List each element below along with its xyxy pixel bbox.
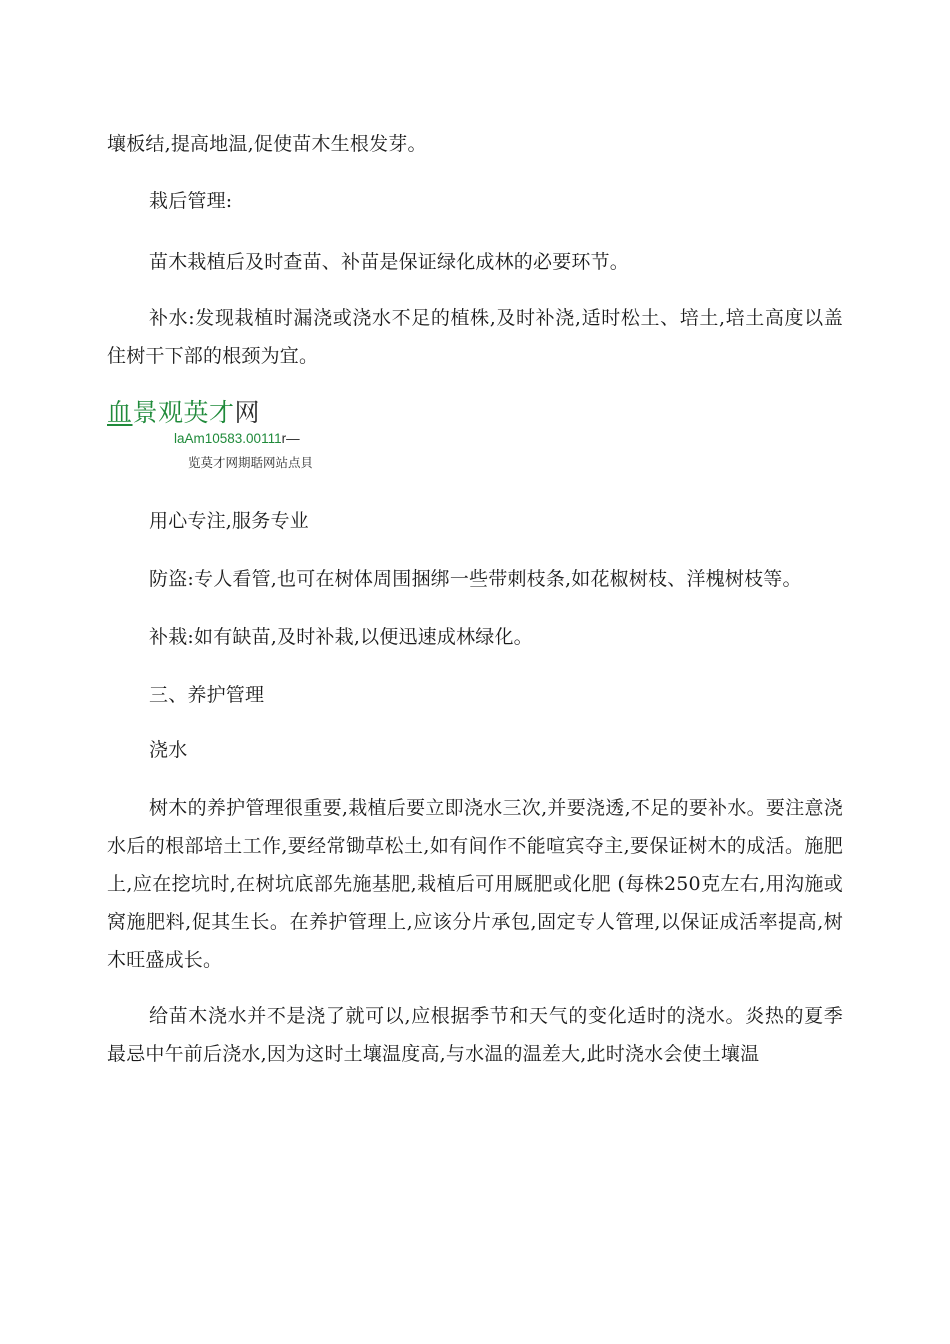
paragraph-theft-prevention: 防盗:专人看管,也可在树体周围捆绑一些带刺枝条,如花椒树枝、洋槐树枝等。	[149, 568, 802, 590]
logo-title-part1: 血	[107, 398, 133, 427]
paragraph-replanting: 补栽:如有缺苗,及时补栽,以便迅速成林绿化。	[149, 626, 533, 648]
logo-title-part3: 网	[234, 398, 261, 427]
paragraph-supplementary-watering: 补水:发现栽植时漏浇或浇水不足的植株,及时补浇,适时松土、培土,培土高度以盖住树干下部的根颈为宜。	[107, 307, 843, 367]
logo-subtitle-tail: r—	[281, 431, 300, 446]
logo-title	[107, 396, 260, 430]
paragraph-service-slogan: 用心专注,服务专业	[149, 510, 309, 532]
logo-subtitle	[174, 430, 300, 448]
paragraph-seedling-watering: 给苗木浇水并不是浇了就可以,应根据季节和天气的变化适时的浇水。炎热的夏季最忌中午前后浇水,因为这时土壤温度高,与水温的温差大,此时浇水会使土壤温	[107, 1005, 843, 1065]
paragraph-tree-maintenance: 树木的养护管理很重要,栽植后要立即浇水三次,并要浇透,不足的要补水。要注意浇水后的根部培土工作,要经常锄草松土,如有间作不能喧宾夺主,要保证树木的成活。施肥上,应在挖坑时,在树坑底部先施基肥,栽植后可用厩肥或化肥 (每株250克左右,用沟施或窝施肥料,促其生长。在养护管理上,应该分片承包,固定专人管理,以保证成活率提高,树木旺盛成长。	[107, 797, 843, 971]
logo-tagline: 览莫才网期聒网站点貝	[188, 455, 314, 470]
logo-subtitle-main: laAm10583.00111	[174, 431, 282, 446]
watermark-logo	[107, 396, 407, 476]
heading-post-planting-management: 栽后管理:	[149, 190, 233, 212]
paragraph-check-seedlings: 苗木栽植后及时查苗、补苗是保证绿化成林的必要环节。	[149, 251, 630, 273]
paragraph-soil-warming: 壤板结,提高地温,促使苗木生根发芽。	[107, 133, 427, 155]
heading-watering: 浇水	[149, 739, 188, 761]
logo-title-part2: 景观英才	[132, 398, 235, 427]
heading-maintenance-management: 三、养护管理	[149, 684, 265, 706]
